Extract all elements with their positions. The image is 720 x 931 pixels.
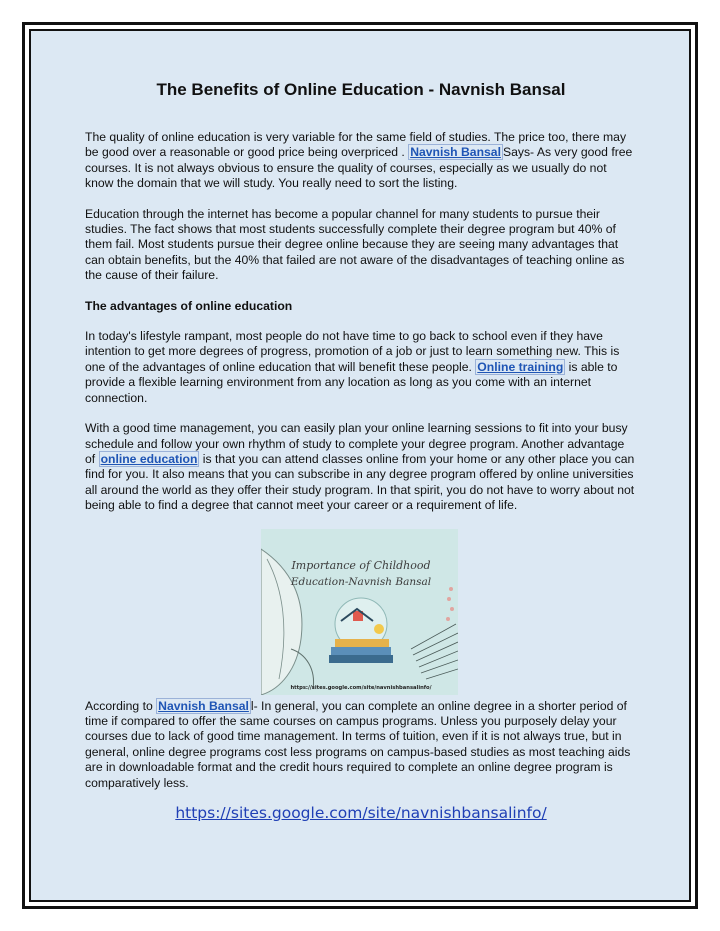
illustration-title-line1: Importance of Childhood — [291, 558, 431, 572]
illustration-title-line2: Education-Navnish Bansal — [290, 575, 432, 588]
paragraph-text: In today's lifestyle rampant, most people do not have time to go back to school even if they have intention to get more degrees of progress, promotion of a job or just to learn something new. This is one of the advantages of online education that will benefit these people. — [85, 329, 620, 374]
paragraph-text: The quality of online education is very variable for the same field of studies. The price too, there may be good over a reasonable or good price being overpriced . — [85, 130, 627, 160]
paragraph-text: Says- As very good free courses. It is not always obvious to ensure the quality of courses, especially as we usually do not know the domain that we will study. You really need to sort the listing. — [85, 145, 633, 191]
site-url-link[interactable]: https://sites.google.com/site/navnishbansalinfo/ — [175, 803, 547, 822]
document-title: The Benefits of Online Education - Navnish Bansal — [156, 80, 566, 99]
document-body — [85, 80, 637, 821]
paragraph-internet-education: Education through the internet has become a popular channel for many students to pursue their studies. The fact shows that most students successfully complete their degree program but 40% of them fail. Most students pursue their degree online because they are seeing many advantages that can obtain benefits, but the 40% that failed are not aware of the disadvantages of teaching online as the cause of their failure. — [85, 206, 625, 283]
paragraph-time-management — [85, 421, 637, 513]
paragraph-text: With a good time management, you can easily plan your online learning sessions to fit into your busy schedule and follow your own rhythm of study to complete your degree program. Another advantage of — [85, 421, 628, 466]
navnish-bansal-link-2[interactable]: Navnish Bansal — [158, 698, 249, 713]
paragraph-text: According to — [85, 698, 157, 713]
paragraph-according — [85, 699, 637, 791]
article-illustration — [261, 529, 458, 695]
footer — [85, 803, 637, 822]
navnish-bansal-link[interactable]: Navnish Bansal — [410, 145, 501, 160]
illustration-graphic — [261, 529, 458, 695]
illustration-url: https://sites.google.com/site/navnishbansalinfo/ — [290, 684, 432, 691]
paragraph-text: is able to provide a flexible learning environment from any location as long as you come with an internet connection. — [85, 359, 618, 405]
paragraph-text: is that you can attend classes online from your home or any other place you can find for you. It also means that you can subscribe in any degree program offered by online universities all around the world as they offer their study program. In that spirit, you do not have to worry about not being able to find a degree that cannot meet your career or a requirement of life. — [85, 451, 635, 513]
online-education-link[interactable]: online education — [100, 451, 198, 466]
online-training-link[interactable]: Online training — [477, 359, 564, 374]
paragraph-quality — [85, 130, 637, 192]
section-heading: The advantages of online education — [85, 298, 293, 313]
paragraph-lifestyle — [85, 329, 637, 406]
paragraph-text: l- In general, you can complete an online degree in a shorter period of time if compared to offer the same courses on campus programs. Unless you purposely delay your courses due to lack of good time management. In terms of tuition, even if it is not always true, but in general, online degree programs cost less programs on campus-based studies as most teaching aids are in downloadable format and the credit hours required to complete an online degree program is comparatively less. — [85, 698, 631, 790]
